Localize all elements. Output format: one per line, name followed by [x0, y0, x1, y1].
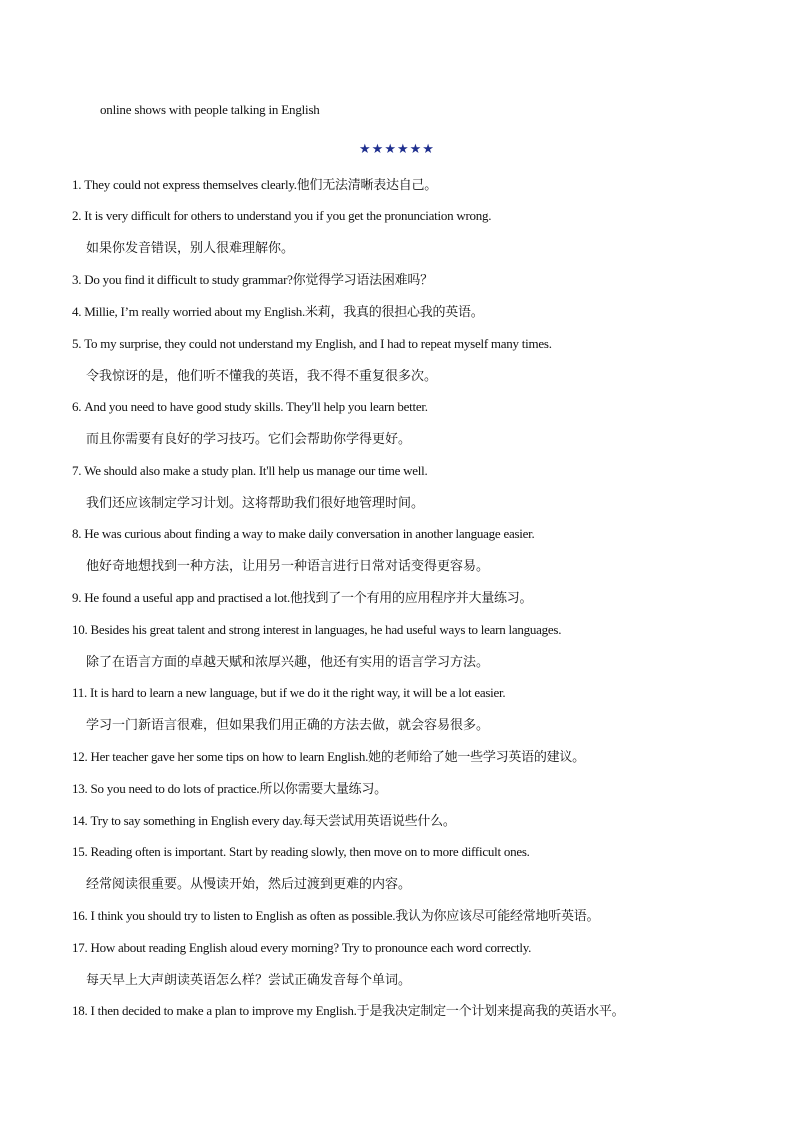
sentence-english: Besides his great talent and strong interest in languages, he had useful ways to learn languages.: [90, 622, 562, 637]
sentence-english: I think you should try to listen to English as often as possible.: [90, 908, 396, 923]
sentence-number: 8.: [72, 526, 82, 541]
sentence-chinese: 他找到了一个有用的应用程序并大量练习。: [289, 590, 533, 605]
intro-line: online shows with people talking in English: [100, 102, 320, 117]
sentence-7: [72, 462, 428, 480]
sentence-15: [72, 843, 530, 861]
sentence-8: [72, 525, 535, 543]
sentence-english: It is hard to learn a new language, but if we do it the right way, it will be a lot easier.: [90, 685, 506, 700]
sentence-12: [72, 748, 585, 766]
sentence-14: [72, 812, 456, 830]
sentence-chinese: 每天尝试用英语说些什么。: [302, 813, 456, 828]
sentence-number: 15.: [72, 844, 88, 859]
sentence-english: It is very difficult for others to understand you if you get the pronunciation wrong.: [84, 208, 492, 223]
sentence-10-translation: 除了在语言方面的卓越天赋和浓厚兴趣，他还有实用的语言学习方法。: [86, 654, 490, 669]
sentence-english: He was curious about finding a way to make daily conversation in another language easier.: [84, 526, 535, 541]
sentence-english: They could not express themselves clearly.: [84, 177, 297, 192]
sentence-number: 17.: [72, 940, 88, 955]
sentence-number: 12.: [72, 749, 88, 764]
sentence-english: He found a useful app and practised a lot.: [84, 590, 290, 605]
sentence-number: 6.: [72, 399, 82, 414]
sentence-number: 2.: [72, 208, 82, 223]
sentence-number: 11.: [72, 685, 88, 700]
sentence-number: 16.: [72, 908, 88, 923]
sentence-17: [72, 939, 531, 957]
sentence-english: Her teacher gave her some tips on how to learn English.: [90, 749, 369, 764]
sentence-english: We should also make a study plan. It'll help us manage our time well.: [84, 463, 428, 478]
sentence-2-translation: 如果你发音错误，别人很难理解你。: [86, 240, 295, 255]
sentence-chinese: 你觉得学习语法困难吗？: [292, 272, 433, 287]
sentence-chinese: 所以你需要大量练习。: [259, 781, 387, 796]
sentence-english: And you need to have good study skills. They'll help you learn better.: [84, 399, 428, 414]
sentence-english: How about reading English aloud every morning? Try to pronounce each word correctly.: [90, 940, 532, 955]
sentence-11-translation: 学习一门新语言很难，但如果我们用正确的方法去做，就会容易很多。: [86, 717, 490, 732]
sentence-english: I then decided to make a plan to improve my English.: [90, 1003, 357, 1018]
sentence-english: Reading often is important. Start by reading slowly, then move on to more difficult ones.: [90, 844, 530, 859]
sentence-17-translation: 每天早上大声朗读英语怎么样？尝试正确发音每个单词。: [86, 972, 412, 987]
sentence-2: [72, 207, 491, 225]
sentence-chinese: 于是我决定制定一个计划来提高我的英语水平。: [356, 1003, 625, 1018]
sentence-number: 3.: [72, 272, 82, 287]
sentence-8-translation: 他好奇地想找到一种方法，让用另一种语言进行日常对话变得更容易。: [86, 558, 490, 573]
sentence-9: [72, 589, 532, 607]
sentence-15-translation: 经常阅读很重要。从慢读开始，然后过渡到更难的内容。: [86, 876, 412, 891]
sentence-number: 4.: [72, 304, 82, 319]
sentence-number: 13.: [72, 781, 88, 796]
sentence-4: [72, 303, 484, 321]
sentence-6-translation: 而且你需要有良好的学习技巧。它们会帮助你学得更好。: [86, 431, 412, 446]
star-divider: ★★★★★★: [359, 141, 435, 156]
sentence-english: To my surprise, they could not understand my English, and I had to repeat myself many times.: [84, 336, 552, 351]
sentence-number: 10.: [72, 622, 88, 637]
sentence-7-translation: 我们还应该制定学习计划。这将帮助我们很好地管理时间。: [86, 495, 425, 510]
sentence-english: Try to say something in English every day.: [90, 813, 303, 828]
sentence-chinese: 米莉，我真的很担心我的英语。: [305, 304, 484, 319]
sentence-number: 1.: [72, 177, 82, 192]
sentence-number: 7.: [72, 463, 82, 478]
sentence-5: [72, 335, 552, 353]
sentence-13: [72, 780, 387, 798]
sentence-english: So you need to do lots of practice.: [90, 781, 260, 796]
sentence-english: Do you find it difficult to study grammar?: [84, 272, 293, 287]
sentence-5-translation: 令我惊讶的是，他们听不懂我的英语，我不得不重复很多次。: [86, 368, 438, 383]
sentence-16: [72, 907, 599, 925]
sentence-number: 5.: [72, 336, 82, 351]
sentence-6: [72, 398, 428, 416]
sentence-3: [72, 271, 433, 289]
sentence-18: [72, 1002, 624, 1020]
sentence-number: 14.: [72, 813, 88, 828]
sentence-chinese: 她的老师给了她一些学习英语的建议。: [368, 749, 585, 764]
sentence-number: 9.: [72, 590, 82, 605]
sentence-1: [72, 176, 437, 194]
sentence-10: [72, 621, 561, 639]
sentence-number: 18.: [72, 1003, 88, 1018]
sentence-chinese: 他们无法清晰表达自己。: [296, 177, 437, 192]
sentence-chinese: 我认为你应该尽可能经常地听英语。: [395, 908, 600, 923]
sentence-11: [72, 684, 505, 702]
sentence-english: Millie, I’m really worried about my English.: [84, 304, 306, 319]
